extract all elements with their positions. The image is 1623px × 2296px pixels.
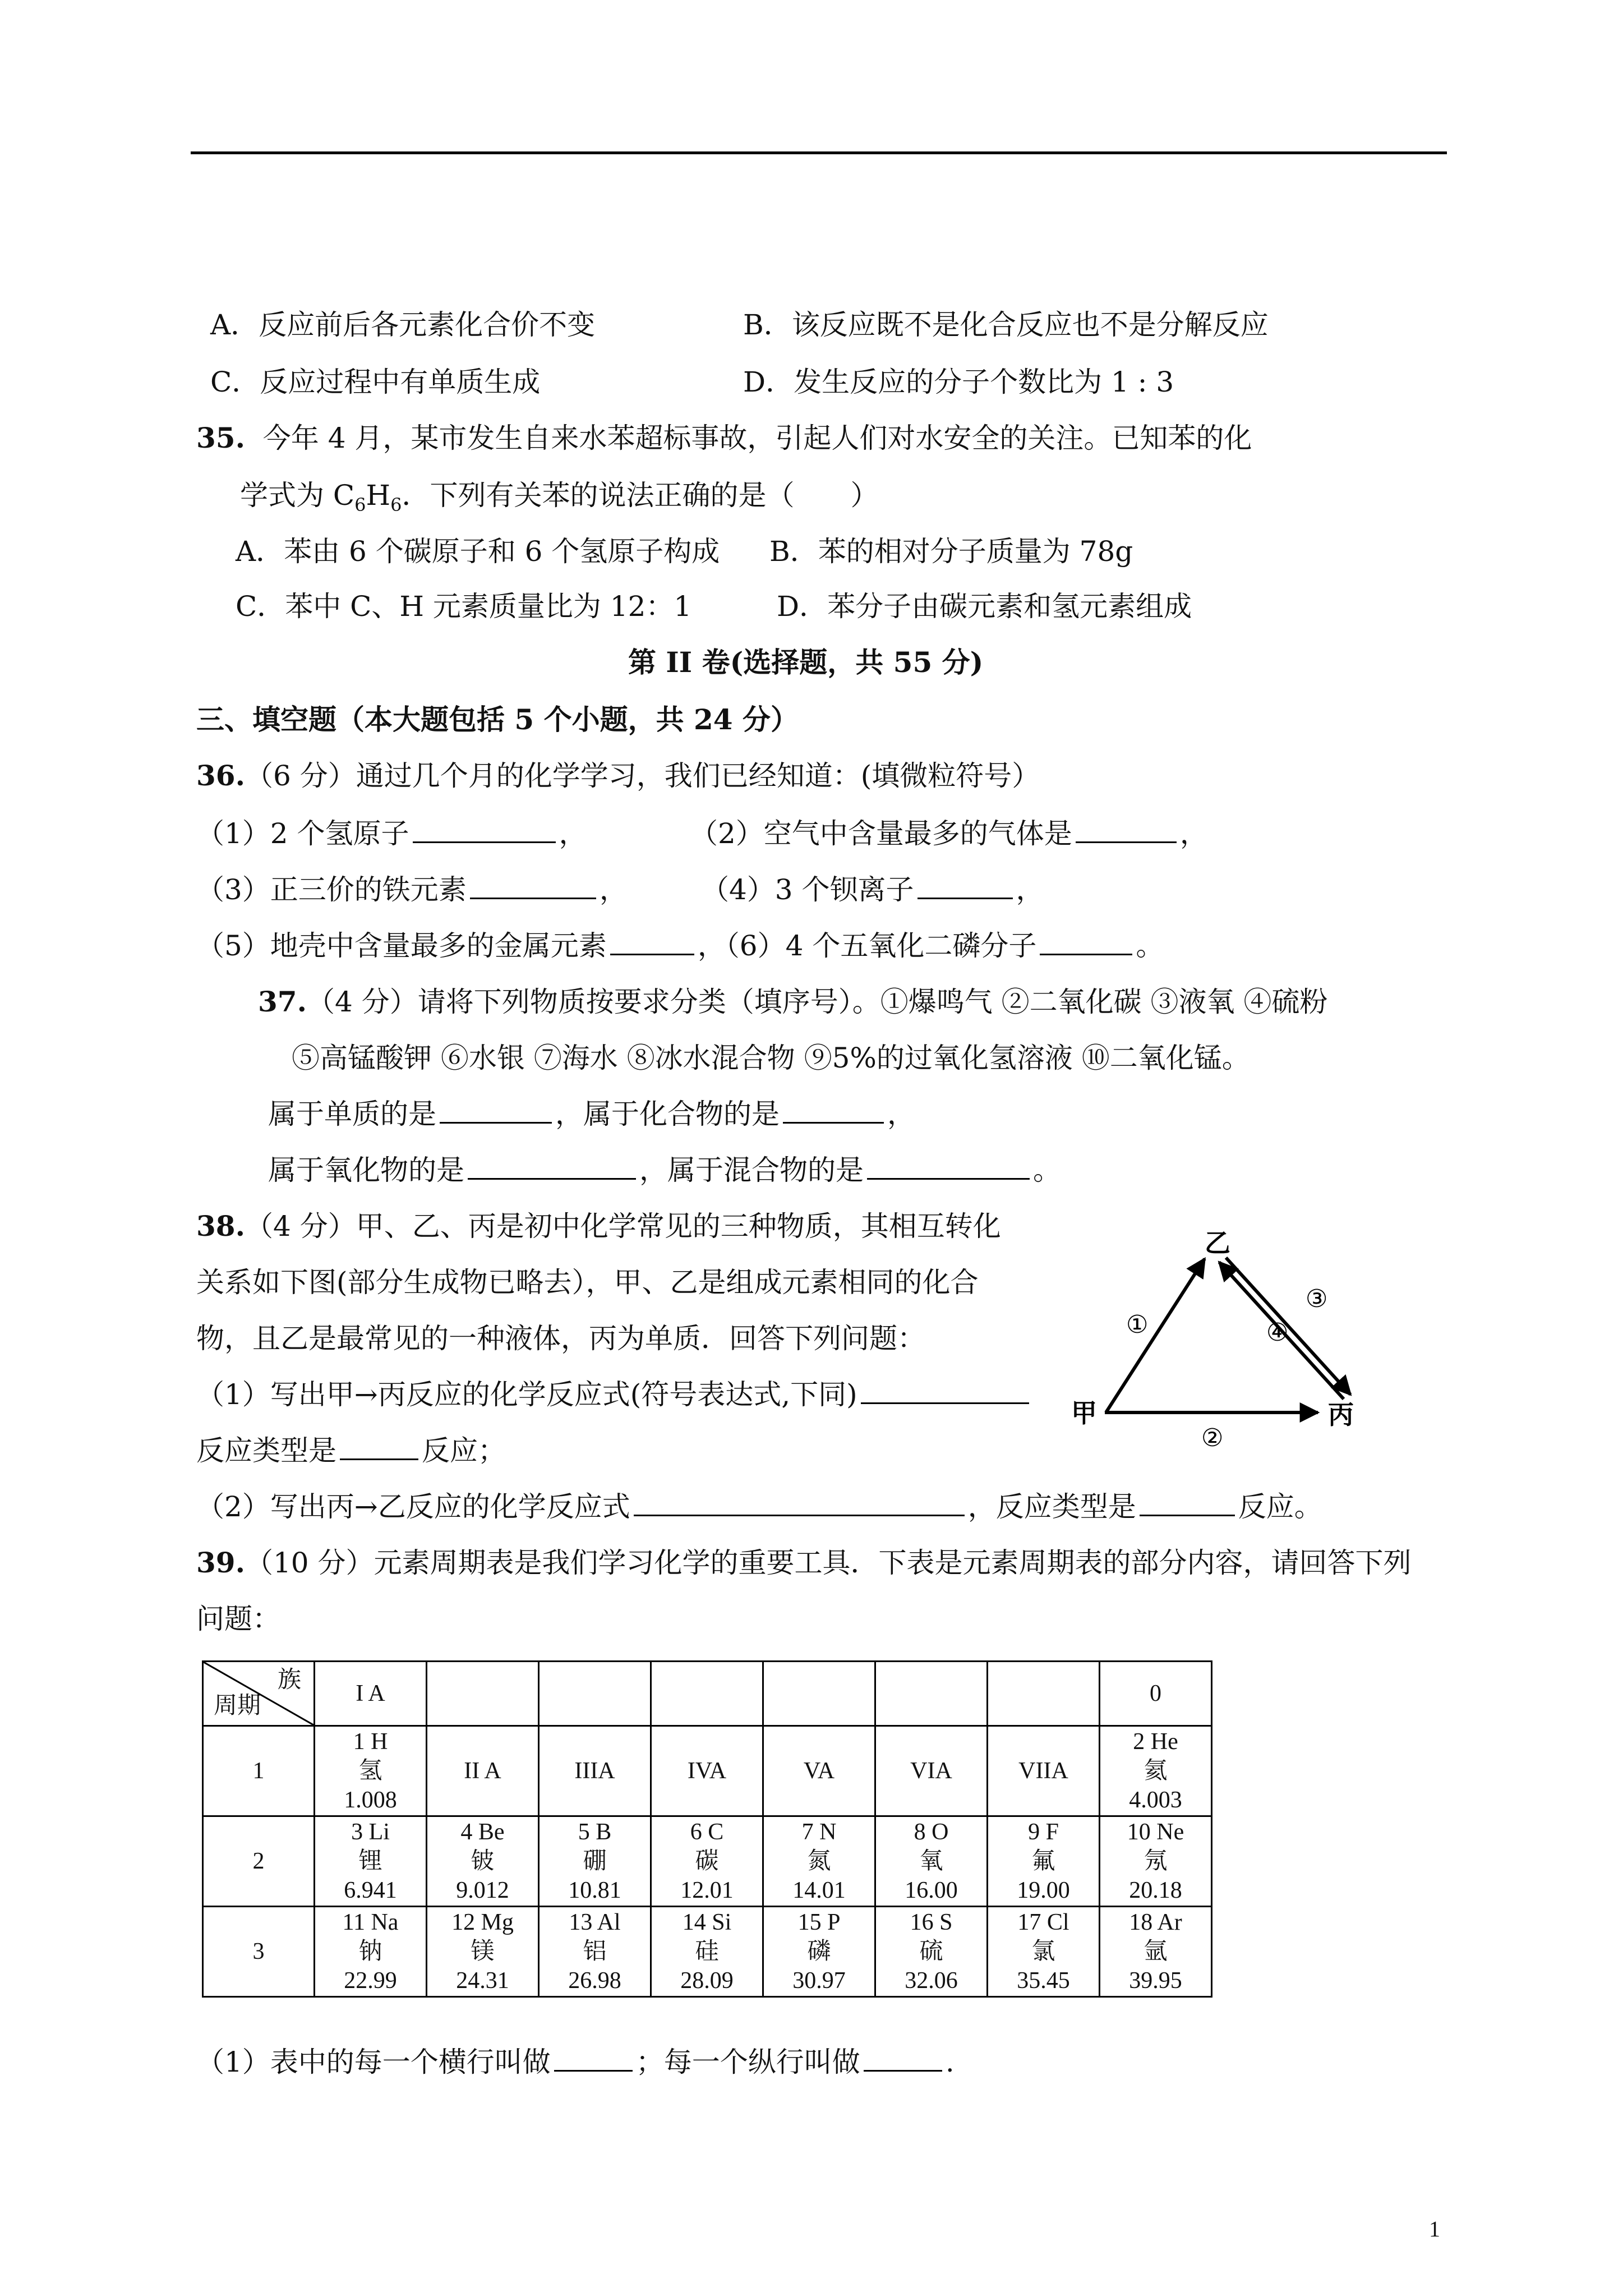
element-mass: 26.98 — [568, 1968, 621, 1994]
q35-stem-line2 — [240, 478, 878, 522]
q37-answer-blank-elem[interactable] — [440, 1097, 552, 1124]
element-name: 铍 — [471, 1848, 495, 1874]
label-step-2: ② — [1201, 1424, 1224, 1452]
label-bing: 丙 — [1328, 1400, 1354, 1430]
element-mass: 32.06 — [905, 1968, 958, 1994]
q36-item2-text: （2）空气中含量最多的气体是 — [690, 817, 1072, 850]
q35-formula-h: H — [366, 479, 391, 512]
element-cell — [315, 1726, 427, 1816]
element-cell — [651, 1907, 763, 1997]
q35-option-b: B．苯的相对分子质量为 78g — [769, 535, 1133, 568]
q36-answer-blank-5[interactable] — [610, 929, 694, 955]
q39-sub1-pre: （1）表中的每一个横行叫做 — [196, 2046, 551, 2078]
q36-answer-blank-4[interactable] — [917, 873, 1013, 899]
element-mass: 39.95 — [1129, 1968, 1182, 1994]
element-mass: 14.01 — [792, 1878, 846, 1903]
header-cell — [539, 1662, 651, 1726]
element-symbol: 7 N — [801, 1819, 837, 1845]
label-step-3: ③ — [1306, 1285, 1328, 1313]
q35-option-d: D．苯分子由碳元素和氢元素组成 — [777, 590, 1192, 623]
q37-classify-line1 — [268, 1097, 915, 1131]
q38-transformation-diagram — [1054, 1223, 1380, 1458]
element-symbol: 8 O — [914, 1819, 949, 1845]
header-cell — [651, 1662, 763, 1726]
q37-comp-label: ，属于化合物的是 — [555, 1098, 780, 1130]
table-row-period-3 — [203, 1907, 1212, 1997]
q37-answer-blank-mix[interactable] — [867, 1153, 1030, 1180]
table-row-period-2 — [203, 1816, 1212, 1907]
element-mass: 4.003 — [1129, 1787, 1182, 1813]
element-symbol: 17 Cl — [1017, 1910, 1069, 1935]
label-yi: 乙 — [1205, 1228, 1230, 1258]
element-symbol: 11 Na — [342, 1910, 399, 1935]
q36-item2 — [690, 816, 1208, 851]
q37-comma: ， — [887, 1098, 915, 1130]
q36-comma: ， — [599, 873, 628, 906]
periodic-table — [202, 1660, 1212, 1998]
element-name: 氩 — [1144, 1939, 1168, 1964]
element-mass: 1.008 — [344, 1787, 397, 1813]
q38-line6-pre: （2）写出丙→乙反应的化学反应式 — [196, 1490, 630, 1523]
q38-line5-post: 反应； — [422, 1434, 506, 1467]
q36-item3 — [196, 872, 628, 907]
element-symbol: 14 Si — [682, 1910, 732, 1935]
q39-line1-text: （10 分）元素周期表是我们学习化学的重要工具．下表是元素周期表的部分内容，请回答下列 — [245, 1547, 1412, 1579]
header-cell: 0 — [1100, 1662, 1212, 1726]
q38-answer-blank-4[interactable] — [1140, 1490, 1235, 1516]
arrow-jia-to-yi — [1106, 1259, 1205, 1412]
q39-sub1-post: . — [945, 2046, 955, 2078]
q35-option-c: C．苯中 C、H 元素质量比为 12：1 — [236, 590, 692, 623]
q35-number: 35. — [196, 421, 245, 454]
q39-line2: 问题： — [196, 1603, 280, 1635]
period-cell: 2 — [203, 1816, 315, 1907]
q38-line6-post: 反应。 — [1238, 1490, 1322, 1523]
label-jia: 甲 — [1071, 1398, 1097, 1428]
q36-answer-blank-2[interactable] — [1076, 817, 1177, 843]
element-cell — [1100, 1726, 1212, 1816]
element-name: 锂 — [358, 1848, 382, 1874]
q36-item5-text: （5）地壳中含量最多的金属元素 — [196, 930, 607, 962]
element-cell — [1100, 1816, 1212, 1907]
element-symbol: 15 P — [797, 1910, 841, 1935]
q37-mix-label: ，属于混合物的是 — [639, 1154, 864, 1186]
q39-answer-blank-2[interactable] — [864, 2045, 942, 2072]
part2-title: 第 II 卷(选择题，共 55 分) — [628, 646, 984, 679]
group-cell: VA — [763, 1726, 875, 1816]
q37-period: 。 — [1033, 1154, 1061, 1186]
q36-comma: ， — [1016, 873, 1044, 906]
q35-stem-text: 今年 4 月，某市发生自来水苯超标事故，引起人们对水安全的关注。已知苯的化 — [262, 422, 1252, 454]
q38-line1 — [196, 1209, 1001, 1244]
group-cell: II A — [427, 1726, 539, 1816]
section3-title: 三、填空题（本大题包括 5 个小题，共 24 分） — [196, 703, 799, 736]
element-symbol: 9 F — [1028, 1819, 1059, 1845]
header-cell — [427, 1662, 539, 1726]
element-name: 氮 — [807, 1848, 831, 1874]
element-name: 磷 — [807, 1939, 831, 1964]
element-symbol: 3 Li — [351, 1819, 390, 1845]
period-cell: 3 — [203, 1907, 315, 1997]
q35-option-a: A．苯由 6 个碳原子和 6 个氢原子构成 — [236, 535, 720, 568]
element-symbol: 12 Mg — [451, 1910, 514, 1935]
q35-stem-post: ．下列有关苯的说法正确的是（ ） — [402, 479, 879, 512]
q36-number: 36. — [196, 759, 245, 792]
element-mass: 19.00 — [1017, 1878, 1070, 1903]
q38-line1-text: （4 分）甲、乙、丙是初中化学常见的三种物质，其相互转化 — [245, 1210, 1001, 1243]
element-cell — [988, 1816, 1100, 1907]
q36-items-5-6 — [196, 928, 1164, 963]
element-cell — [539, 1907, 651, 1997]
element-name: 氧 — [919, 1848, 943, 1874]
element-cell — [539, 1816, 651, 1907]
element-symbol: 10 Ne — [1127, 1819, 1184, 1845]
element-mass: 10.81 — [568, 1878, 621, 1903]
q36-answer-blank-1[interactable] — [413, 817, 556, 843]
period-cell: 1 — [203, 1726, 315, 1816]
q38-line3: 物，且乙是最常见的一种液体，丙为单质．回答下列问题： — [196, 1322, 925, 1355]
q38-line6-mid: ，反应类型是 — [967, 1490, 1136, 1523]
label-step-1: ① — [1126, 1310, 1149, 1339]
element-mass: 28.09 — [680, 1968, 734, 1994]
element-mass: 35.45 — [1017, 1968, 1070, 1994]
q37-stem: （4 分）请将下列物质按要求分类（填序号）。①爆鸣气 ②二氧化碳 ③液氧 ④硫粉 — [307, 986, 1328, 1018]
q38-line4-text: （1）写出甲→丙反应的化学反应式(符号表达式,下同) — [196, 1378, 857, 1411]
element-symbol: 6 C — [690, 1819, 724, 1845]
header-cell — [988, 1662, 1100, 1726]
q34-option-b: B．该反应既不是化合反应也不是分解反应 — [743, 309, 1269, 341]
q35-sub2: 6 — [390, 494, 402, 516]
q34-option-c: C．反应过程中有单质生成 — [210, 366, 541, 398]
element-cell — [763, 1907, 875, 1997]
element-cell — [1100, 1907, 1212, 1997]
element-cell — [427, 1816, 539, 1907]
element-symbol: 1 H — [353, 1729, 388, 1755]
q36-comma: ， — [1179, 817, 1208, 850]
element-name: 氟 — [1031, 1848, 1055, 1874]
element-name: 硅 — [695, 1939, 719, 1964]
page-number: 1 — [1429, 2216, 1440, 2242]
q38-answer-blank-2[interactable] — [340, 1434, 418, 1460]
element-mass: 16.00 — [905, 1878, 958, 1903]
q38-line5 — [196, 1433, 506, 1468]
element-name: 氦 — [1144, 1758, 1168, 1784]
q36-answer-blank-3[interactable] — [470, 873, 596, 899]
element-mass: 20.18 — [1129, 1878, 1182, 1903]
q37-stem-line1 — [258, 984, 1327, 1019]
q36-item6-text: ，（6）4 个五氧化二磷分子 — [697, 930, 1037, 962]
q37-elem-label: 属于单质的是 — [268, 1098, 436, 1130]
q37-answer-blank-oxide[interactable] — [468, 1153, 636, 1180]
corner-label-group: 族 — [277, 1667, 301, 1693]
element-mass: 6.941 — [344, 1878, 397, 1903]
element-cell — [651, 1816, 763, 1907]
group-cell: VIIA — [988, 1726, 1100, 1816]
q38-line6 — [196, 1489, 1322, 1524]
q38-answer-blank-1[interactable] — [861, 1378, 1029, 1404]
element-cell — [763, 1816, 875, 1907]
header-cell: I A — [315, 1662, 427, 1726]
element-name: 钠 — [358, 1939, 382, 1964]
element-name: 氖 — [1144, 1848, 1168, 1874]
element-cell — [427, 1907, 539, 1997]
q34-option-d: D．发生反应的分子个数比为 1 : 3 — [743, 366, 1174, 398]
q37-oxide-label: 属于氧化物的是 — [268, 1154, 464, 1186]
q35-stem-line1 — [196, 421, 1252, 455]
element-symbol: 18 Ar — [1129, 1910, 1182, 1935]
element-name: 硼 — [583, 1848, 607, 1874]
q37-answer-blank-comp[interactable] — [783, 1097, 884, 1124]
q39-line1 — [196, 1545, 1412, 1580]
element-name: 硫 — [919, 1939, 943, 1964]
q38-number: 38. — [196, 1209, 245, 1243]
element-symbol: 2 He — [1133, 1729, 1178, 1755]
q36-item1 — [196, 816, 587, 851]
q37-classify-line2 — [268, 1153, 1061, 1188]
q36-item1-text: （1）2 个氢原子 — [196, 817, 409, 850]
q36-stem-line — [196, 758, 1040, 793]
q39-sub1-mid: ；每一个纵行叫做 — [635, 2046, 860, 2078]
element-symbol: 16 S — [910, 1910, 953, 1935]
table-header-row — [203, 1662, 1212, 1726]
header-cell — [763, 1662, 875, 1726]
q36-period: 。 — [1136, 930, 1164, 962]
group-cell: IVA — [651, 1726, 763, 1816]
q35-formula-pre: 学式为 C — [240, 479, 355, 512]
element-mass: 12.01 — [680, 1878, 734, 1903]
q35-sub1: 6 — [354, 494, 366, 516]
q36-item4 — [701, 872, 1044, 907]
q39-answer-blank-1[interactable] — [554, 2045, 633, 2072]
element-symbol: 4 Be — [460, 1819, 505, 1845]
element-cell — [315, 1816, 427, 1907]
label-step-4: ④ — [1266, 1318, 1289, 1347]
element-mass: 24.31 — [456, 1968, 509, 1994]
q37-stem-line2: ⑤高锰酸钾 ⑥水银 ⑦海水 ⑧冰水混合物 ⑨5%的过氧化氢溶液 ⑩二氧化锰。 — [292, 1042, 1250, 1074]
q38-line2: 关系如下图(部分生成物已略去），甲、乙是组成元素相同的化合 — [196, 1266, 979, 1299]
q38-answer-blank-3[interactable] — [634, 1490, 965, 1516]
q38-line5-pre: 反应类型是 — [196, 1434, 336, 1467]
element-name: 镁 — [471, 1939, 495, 1964]
q39-number: 39. — [196, 1546, 245, 1579]
group-cell: VIA — [875, 1726, 988, 1816]
element-mass: 22.99 — [344, 1968, 397, 1994]
element-cell — [875, 1816, 988, 1907]
q34-option-a: A．反应前后各元素化合价不变 — [210, 309, 596, 341]
q39-sub1 — [196, 2045, 955, 2079]
table-corner-cell — [203, 1662, 315, 1726]
group-cell: IIIA — [539, 1726, 651, 1816]
header-rule — [191, 151, 1447, 154]
q38-line4 — [196, 1377, 1032, 1412]
element-cell — [315, 1907, 427, 1997]
q37-number: 37. — [258, 985, 307, 1018]
element-name: 氯 — [1031, 1939, 1055, 1964]
q36-stem: （6 分）通过几个月的化学学习，我们已经知道：(填微粒符号） — [245, 760, 1040, 792]
element-symbol: 13 Al — [569, 1910, 621, 1935]
q36-item3-text: （3）正三价的铁元素 — [196, 873, 467, 906]
element-mass: 9.012 — [456, 1878, 509, 1903]
element-cell — [875, 1907, 988, 1997]
element-name: 铝 — [583, 1939, 607, 1964]
element-symbol: 5 B — [578, 1819, 612, 1845]
element-cell — [988, 1907, 1100, 1997]
q36-item4-text: （4）3 个钡离子 — [701, 873, 914, 906]
q36-comma: ， — [559, 817, 587, 850]
table-row-period-1 — [203, 1726, 1212, 1816]
element-mass: 30.97 — [792, 1968, 846, 1994]
corner-label-period: 周期 — [214, 1693, 261, 1719]
header-cell — [875, 1662, 988, 1726]
element-name: 氢 — [358, 1758, 382, 1784]
element-name: 碳 — [695, 1848, 719, 1874]
q36-answer-blank-6[interactable] — [1040, 929, 1132, 955]
